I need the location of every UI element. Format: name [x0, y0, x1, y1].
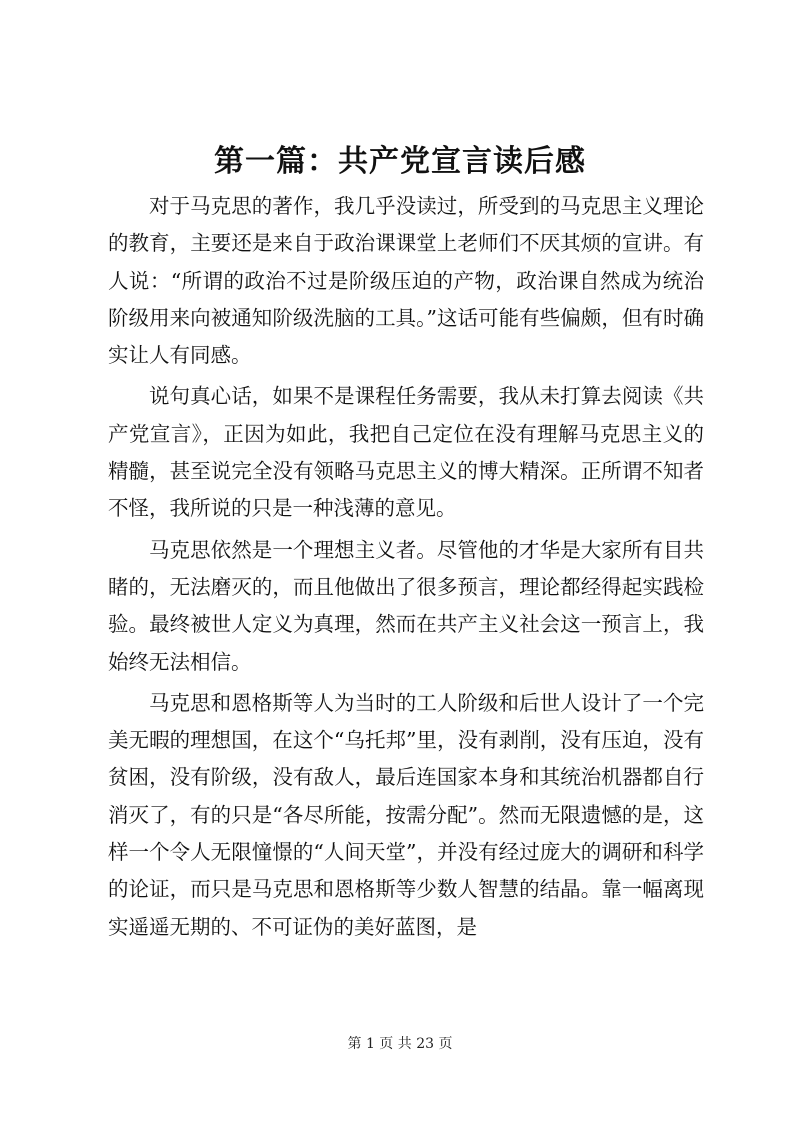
document-body: [108, 188, 704, 950]
page-footer: 第 1 页 共 23 页: [347, 1036, 453, 1052]
paragraph-4: 马克思和恩格斯等人为当时的工人阶级和后世人设计了一个完美无暇的理想国，在这个“乌托邦”里，没有剥削，没有压迫，没有贫困，没有阶级，没有敌人，最后连国家本身和其统治机器都自行消灭了，有的只是“各尽所能，按需分配”。然而无限遗憾的是，这样一个令人无限憧憬的“人间天堂”，并没有经过庞大的调研和科学的论证，而只是马克思和恩格斯等少数人智慧的结晶。靠一幅离现实遥遥无期的、不可证伪的美好蓝图，是: [108, 690, 704, 939]
document-title: 第一篇：共产党宣言读后感: [214, 144, 586, 179]
paragraph-1: 对于马克思的著作，我几乎没读过，所受到的马克思主义理论的教育，主要还是来自于政治课课堂上老师们不厌其烦的宣讲。有人说：“所谓的政治不过是阶级压迫的产物，政治课自然成为统治阶级用来向被通知阶级洗脑的工具。”这话可能有些偏颇，但有时确实让人有同感。: [108, 194, 704, 368]
paragraph-3: 马克思依然是一个理想主义者。尽管他的才华是大家所有目共睹的，无法磨灭的，而且他做出了很多预言，理论都经得起实践检验。最终被世人定义为真理，然而在共产主义社会这一预言上，我始终无法相信。: [108, 537, 704, 674]
paragraph-2: 说句真心话，如果不是课程任务需要，我从未打算去阅读《共产党宣言》，正因为如此，我把自己定位在没有理解马克思主义的精髓，甚至说完全没有领略马克思主义的博大精深。正所谓不知者不怪，我所说的只是一种浅薄的意见。: [108, 384, 704, 521]
